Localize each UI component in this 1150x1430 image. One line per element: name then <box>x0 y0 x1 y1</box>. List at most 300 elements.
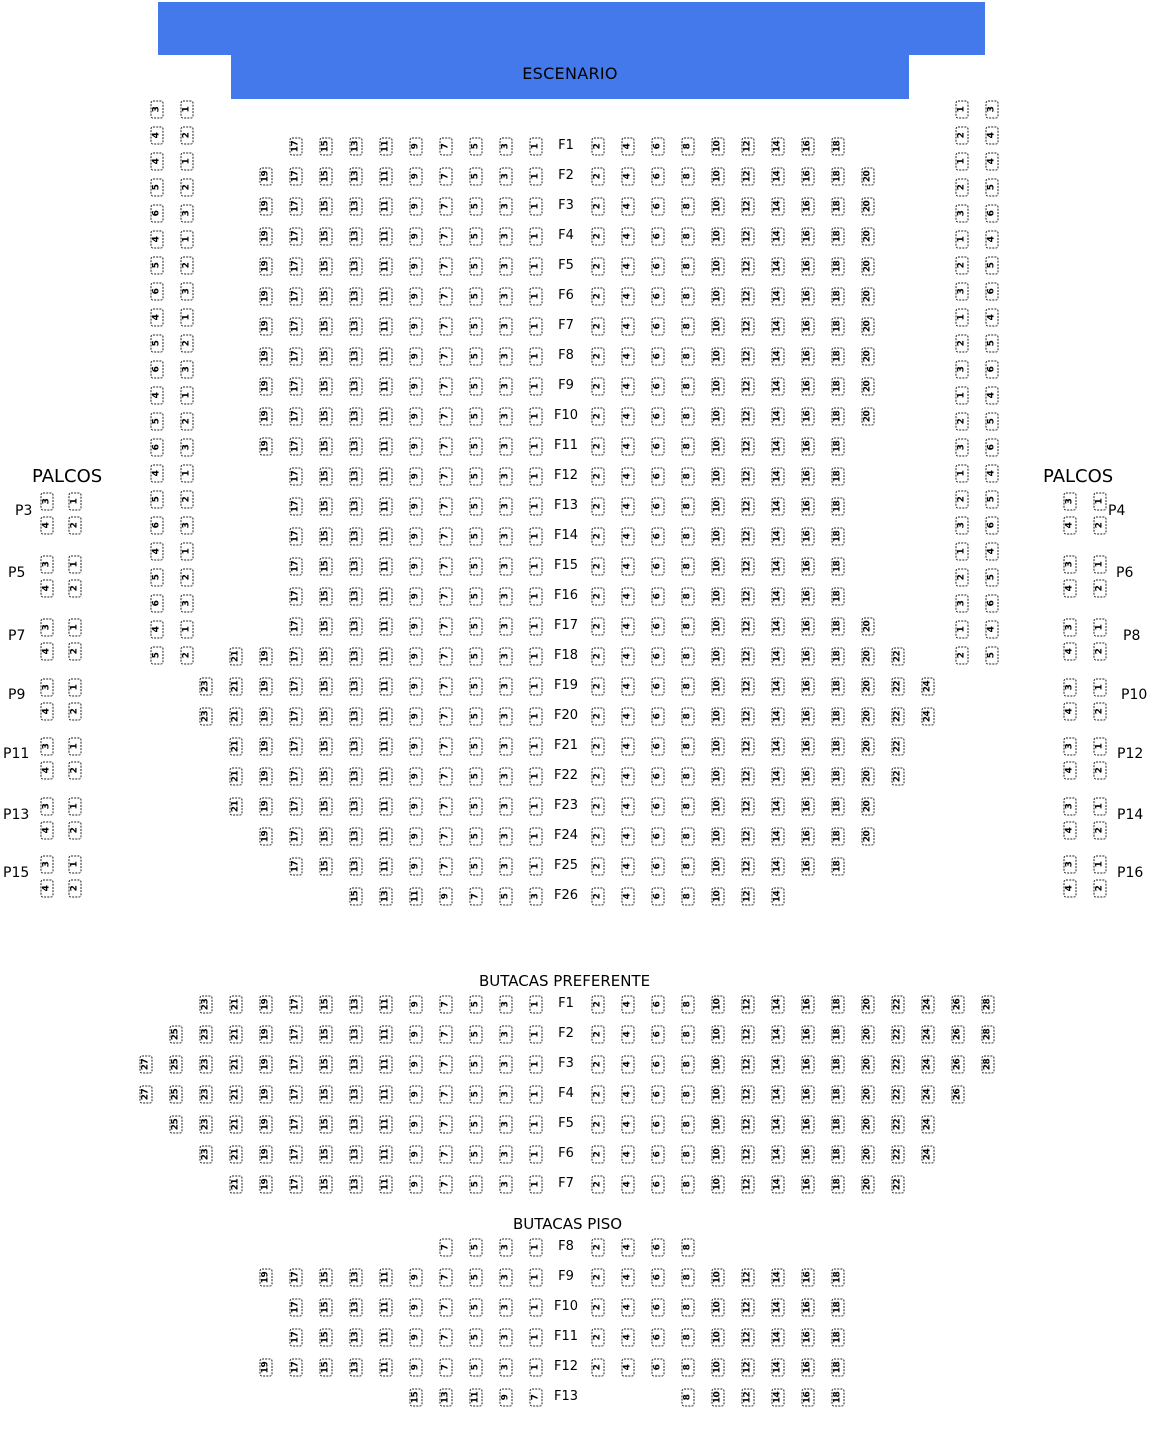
seat-top_rows-f4-11[interactable] <box>379 227 393 246</box>
seat-piso_rows-f10-1[interactable] <box>529 1298 543 1317</box>
seat-top_rows-f17-17[interactable] <box>289 617 303 636</box>
seat-pref_rows-f7-5[interactable] <box>469 1175 483 1194</box>
seat-top_rows-f9-8[interactable] <box>681 377 695 396</box>
seat-piso_rows-f12-1[interactable] <box>529 1358 543 1377</box>
seat-top_rows-f6-18[interactable] <box>831 287 845 306</box>
seat-top_rows-f20-18[interactable] <box>831 707 845 726</box>
seat-pref_rows-f6-14[interactable] <box>771 1145 785 1164</box>
seat-top_rows-f19-15[interactable] <box>319 677 333 696</box>
seat-pref_rows-f6-3[interactable] <box>499 1145 513 1164</box>
seat-top_rows-f22-19[interactable] <box>259 767 273 786</box>
seat-piso_rows-f8-1[interactable] <box>529 1238 543 1257</box>
seat-gallery-left-16[interactable] <box>150 308 164 327</box>
seat-box-right-0-0[interactable] <box>1063 492 1077 511</box>
seat-top_rows-f3-15[interactable] <box>319 197 333 216</box>
seat-piso_rows-f9-6[interactable] <box>651 1268 665 1287</box>
seat-pref_rows-f5-20[interactable] <box>861 1115 875 1134</box>
seat-top_rows-f16-16[interactable] <box>801 587 815 606</box>
seat-piso_rows-f9-16[interactable] <box>801 1268 815 1287</box>
seat-top_rows-f25-8[interactable] <box>681 857 695 876</box>
seat-gallery-right-23[interactable] <box>985 386 999 405</box>
seat-gallery-right-37[interactable] <box>985 568 999 587</box>
seat-top_rows-f7-1[interactable] <box>529 317 543 336</box>
seat-top_rows-f1-10[interactable] <box>711 137 725 156</box>
seat-top_rows-f16-10[interactable] <box>711 587 725 606</box>
seat-top_rows-f1-6[interactable] <box>651 137 665 156</box>
seat-top_rows-f11-11[interactable] <box>379 437 393 456</box>
seat-top_rows-f25-7[interactable] <box>439 857 453 876</box>
seat-top_rows-f1-16[interactable] <box>801 137 815 156</box>
seat-pref_rows-f4-5[interactable] <box>469 1085 483 1104</box>
seat-top_rows-f11-4[interactable] <box>621 437 635 456</box>
seat-pref_rows-f5-13[interactable] <box>349 1115 363 1134</box>
seat-top_rows-f6-8[interactable] <box>681 287 695 306</box>
seat-top_rows-f17-1[interactable] <box>529 617 543 636</box>
seat-top_rows-f23-12[interactable] <box>741 797 755 816</box>
seat-top_rows-f2-11[interactable] <box>379 167 393 186</box>
seat-box-right-6-2[interactable] <box>1063 879 1077 898</box>
seat-top_rows-f6-5[interactable] <box>469 287 483 306</box>
seat-box-left-1-2[interactable] <box>40 579 54 598</box>
seat-top_rows-f9-2[interactable] <box>591 377 605 396</box>
seat-gallery-right-0[interactable] <box>955 100 969 119</box>
seat-gallery-right-27[interactable] <box>985 438 999 457</box>
seat-top_rows-f6-13[interactable] <box>349 287 363 306</box>
seat-piso_rows-f11-8[interactable] <box>681 1328 695 1347</box>
seat-gallery-left-12[interactable] <box>150 256 164 275</box>
seat-pref_rows-f3-26[interactable] <box>951 1055 965 1074</box>
seat-top_rows-f16-5[interactable] <box>469 587 483 606</box>
seat-pref_rows-f1-6[interactable] <box>651 995 665 1014</box>
seat-piso_rows-f10-17[interactable] <box>289 1298 303 1317</box>
seat-top_rows-f7-7[interactable] <box>439 317 453 336</box>
seat-pref_rows-f3-21[interactable] <box>229 1055 243 1074</box>
seat-top_rows-f1-13[interactable] <box>349 137 363 156</box>
seat-box-right-3-1[interactable] <box>1093 678 1107 697</box>
seat-pref_rows-f7-21[interactable] <box>229 1175 243 1194</box>
seat-top_rows-f1-8[interactable] <box>681 137 695 156</box>
seat-pref_rows-f5-6[interactable] <box>651 1115 665 1134</box>
seat-piso_rows-f11-11[interactable] <box>379 1328 393 1347</box>
seat-piso_rows-f12-11[interactable] <box>379 1358 393 1377</box>
seat-top_rows-f18-7[interactable] <box>439 647 453 666</box>
seat-top_rows-f3-9[interactable] <box>409 197 423 216</box>
seat-top_rows-f8-19[interactable] <box>259 347 273 366</box>
seat-top_rows-f5-10[interactable] <box>711 257 725 276</box>
seat-top_rows-f17-4[interactable] <box>621 617 635 636</box>
seat-gallery-left-38[interactable] <box>150 594 164 613</box>
seat-top_rows-f13-16[interactable] <box>801 497 815 516</box>
seat-top_rows-f25-14[interactable] <box>771 857 785 876</box>
seat-top_rows-f10-20[interactable] <box>861 407 875 426</box>
seat-top_rows-f2-18[interactable] <box>831 167 845 186</box>
seat-top_rows-f9-4[interactable] <box>621 377 635 396</box>
seat-top_rows-f10-6[interactable] <box>651 407 665 426</box>
seat-top_rows-f23-16[interactable] <box>801 797 815 816</box>
seat-top_rows-f15-4[interactable] <box>621 557 635 576</box>
seat-piso_rows-f9-2[interactable] <box>591 1268 605 1287</box>
seat-box-left-6-3[interactable] <box>68 879 82 898</box>
seat-top_rows-f15-1[interactable] <box>529 557 543 576</box>
seat-piso_rows-f10-13[interactable] <box>349 1298 363 1317</box>
seat-top_rows-f26-6[interactable] <box>651 887 665 906</box>
seat-top_rows-f5-7[interactable] <box>439 257 453 276</box>
seat-top_rows-f21-14[interactable] <box>771 737 785 756</box>
seat-top_rows-f5-14[interactable] <box>771 257 785 276</box>
seat-pref_rows-f3-20[interactable] <box>861 1055 875 1074</box>
seat-top_rows-f11-16[interactable] <box>801 437 815 456</box>
seat-piso_rows-f10-16[interactable] <box>801 1298 815 1317</box>
seat-top_rows-f12-2[interactable] <box>591 467 605 486</box>
seat-gallery-left-18[interactable] <box>150 334 164 353</box>
seat-pref_rows-f6-11[interactable] <box>379 1145 393 1164</box>
seat-top_rows-f7-8[interactable] <box>681 317 695 336</box>
seat-box-left-2-1[interactable] <box>68 618 82 637</box>
seat-piso_rows-f13-12[interactable] <box>741 1388 755 1407</box>
seat-top_rows-f22-9[interactable] <box>409 767 423 786</box>
seat-gallery-right-34[interactable] <box>955 542 969 561</box>
seat-gallery-left-41[interactable] <box>180 620 194 639</box>
seat-gallery-right-25[interactable] <box>985 412 999 431</box>
seat-top_rows-f16-12[interactable] <box>741 587 755 606</box>
seat-top_rows-f10-10[interactable] <box>711 407 725 426</box>
seat-top_rows-f10-14[interactable] <box>771 407 785 426</box>
seat-top_rows-f26-12[interactable] <box>741 887 755 906</box>
seat-pref_rows-f5-16[interactable] <box>801 1115 815 1134</box>
seat-pref_rows-f7-8[interactable] <box>681 1175 695 1194</box>
seat-top_rows-f18-19[interactable] <box>259 647 273 666</box>
seat-top_rows-f12-16[interactable] <box>801 467 815 486</box>
seat-pref_rows-f5-22[interactable] <box>891 1115 905 1134</box>
seat-top_rows-f25-11[interactable] <box>379 857 393 876</box>
seat-top_rows-f21-13[interactable] <box>349 737 363 756</box>
seat-gallery-left-2[interactable] <box>150 126 164 145</box>
seat-top_rows-f4-18[interactable] <box>831 227 845 246</box>
seat-top_rows-f3-7[interactable] <box>439 197 453 216</box>
seat-top_rows-f14-8[interactable] <box>681 527 695 546</box>
seat-top_rows-f24-9[interactable] <box>409 827 423 846</box>
seat-pref_rows-f6-4[interactable] <box>621 1145 635 1164</box>
seat-gallery-right-10[interactable] <box>955 230 969 249</box>
seat-gallery-left-13[interactable] <box>180 256 194 275</box>
seat-gallery-right-19[interactable] <box>985 334 999 353</box>
seat-top_rows-f8-1[interactable] <box>529 347 543 366</box>
seat-piso_rows-f10-12[interactable] <box>741 1298 755 1317</box>
seat-top_rows-f3-11[interactable] <box>379 197 393 216</box>
seat-gallery-right-38[interactable] <box>955 594 969 613</box>
seat-pref_rows-f7-9[interactable] <box>409 1175 423 1194</box>
seat-gallery-left-3[interactable] <box>180 126 194 145</box>
seat-top_rows-f1-11[interactable] <box>379 137 393 156</box>
seat-box-left-2-3[interactable] <box>68 642 82 661</box>
seat-top_rows-f25-4[interactable] <box>621 857 635 876</box>
seat-top_rows-f22-2[interactable] <box>591 767 605 786</box>
seat-top_rows-f4-19[interactable] <box>259 227 273 246</box>
seat-top_rows-f21-15[interactable] <box>319 737 333 756</box>
seat-top_rows-f26-14[interactable] <box>771 887 785 906</box>
seat-gallery-left-30[interactable] <box>150 490 164 509</box>
seat-box-left-5-1[interactable] <box>68 797 82 816</box>
seat-pref_rows-f4-8[interactable] <box>681 1085 695 1104</box>
seat-pref_rows-f6-1[interactable] <box>529 1145 543 1164</box>
seat-top_rows-f3-20[interactable] <box>861 197 875 216</box>
seat-pref_rows-f3-16[interactable] <box>801 1055 815 1074</box>
seat-pref_rows-f7-14[interactable] <box>771 1175 785 1194</box>
seat-gallery-right-11[interactable] <box>985 230 999 249</box>
seat-top_rows-f1-18[interactable] <box>831 137 845 156</box>
seat-top_rows-f4-9[interactable] <box>409 227 423 246</box>
seat-pref_rows-f1-23[interactable] <box>199 995 213 1014</box>
seat-piso_rows-f10-4[interactable] <box>621 1298 635 1317</box>
seat-top_rows-f11-13[interactable] <box>349 437 363 456</box>
seat-top_rows-f24-2[interactable] <box>591 827 605 846</box>
seat-top_rows-f12-17[interactable] <box>289 467 303 486</box>
seat-top_rows-f19-10[interactable] <box>711 677 725 696</box>
seat-top_rows-f8-20[interactable] <box>861 347 875 366</box>
seat-top_rows-f3-10[interactable] <box>711 197 725 216</box>
seat-gallery-right-35[interactable] <box>985 542 999 561</box>
seat-top_rows-f21-9[interactable] <box>409 737 423 756</box>
seat-top_rows-f9-3[interactable] <box>499 377 513 396</box>
seat-gallery-left-14[interactable] <box>150 282 164 301</box>
seat-top_rows-f25-1[interactable] <box>529 857 543 876</box>
seat-top_rows-f15-2[interactable] <box>591 557 605 576</box>
seat-top_rows-f3-6[interactable] <box>651 197 665 216</box>
seat-pref_rows-f4-22[interactable] <box>891 1085 905 1104</box>
seat-top_rows-f3-13[interactable] <box>349 197 363 216</box>
seat-top_rows-f5-11[interactable] <box>379 257 393 276</box>
seat-top_rows-f22-3[interactable] <box>499 767 513 786</box>
seat-piso_rows-f8-2[interactable] <box>591 1238 605 1257</box>
seat-top_rows-f19-4[interactable] <box>621 677 635 696</box>
seat-pref_rows-f6-20[interactable] <box>861 1145 875 1164</box>
seat-top_rows-f10-4[interactable] <box>621 407 635 426</box>
seat-top_rows-f22-17[interactable] <box>289 767 303 786</box>
seat-gallery-left-36[interactable] <box>150 568 164 587</box>
seat-top_rows-f12-9[interactable] <box>409 467 423 486</box>
seat-pref_rows-f1-21[interactable] <box>229 995 243 1014</box>
seat-top_rows-f19-24[interactable] <box>921 677 935 696</box>
seat-top_rows-f9-19[interactable] <box>259 377 273 396</box>
seat-top_rows-f23-4[interactable] <box>621 797 635 816</box>
seat-top_rows-f8-8[interactable] <box>681 347 695 366</box>
seat-pref_rows-f2-1[interactable] <box>529 1025 543 1044</box>
seat-top_rows-f10-7[interactable] <box>439 407 453 426</box>
seat-top_rows-f18-9[interactable] <box>409 647 423 666</box>
seat-top_rows-f24-12[interactable] <box>741 827 755 846</box>
seat-gallery-left-39[interactable] <box>180 594 194 613</box>
seat-gallery-right-15[interactable] <box>985 282 999 301</box>
seat-top_rows-f16-8[interactable] <box>681 587 695 606</box>
seat-piso_rows-f13-13[interactable] <box>439 1388 453 1407</box>
seat-pref_rows-f6-15[interactable] <box>319 1145 333 1164</box>
seat-top_rows-f7-3[interactable] <box>499 317 513 336</box>
seat-top_rows-f18-4[interactable] <box>621 647 635 666</box>
seat-top_rows-f24-10[interactable] <box>711 827 725 846</box>
seat-pref_rows-f2-19[interactable] <box>259 1025 273 1044</box>
seat-pref_rows-f6-19[interactable] <box>259 1145 273 1164</box>
seat-pref_rows-f5-4[interactable] <box>621 1115 635 1134</box>
seat-top_rows-f3-1[interactable] <box>529 197 543 216</box>
seat-top_rows-f24-13[interactable] <box>349 827 363 846</box>
seat-top_rows-f6-7[interactable] <box>439 287 453 306</box>
seat-top_rows-f25-6[interactable] <box>651 857 665 876</box>
seat-piso_rows-f9-19[interactable] <box>259 1268 273 1287</box>
seat-top_rows-f20-14[interactable] <box>771 707 785 726</box>
seat-top_rows-f20-3[interactable] <box>499 707 513 726</box>
seat-piso_rows-f12-10[interactable] <box>711 1358 725 1377</box>
seat-pref_rows-f5-2[interactable] <box>591 1115 605 1134</box>
seat-pref_rows-f3-22[interactable] <box>891 1055 905 1074</box>
seat-top_rows-f7-12[interactable] <box>741 317 755 336</box>
seat-top_rows-f4-1[interactable] <box>529 227 543 246</box>
seat-gallery-right-2[interactable] <box>955 126 969 145</box>
seat-top_rows-f9-20[interactable] <box>861 377 875 396</box>
seat-top_rows-f15-10[interactable] <box>711 557 725 576</box>
seat-gallery-right-7[interactable] <box>985 178 999 197</box>
seat-piso_rows-f9-17[interactable] <box>289 1268 303 1287</box>
seat-top_rows-f2-4[interactable] <box>621 167 635 186</box>
seat-top_rows-f23-15[interactable] <box>319 797 333 816</box>
seat-box-left-0-1[interactable] <box>68 492 82 511</box>
seat-top_rows-f24-5[interactable] <box>469 827 483 846</box>
seat-gallery-right-5[interactable] <box>985 152 999 171</box>
seat-pref_rows-f6-16[interactable] <box>801 1145 815 1164</box>
seat-top_rows-f22-8[interactable] <box>681 767 695 786</box>
seat-top_rows-f24-3[interactable] <box>499 827 513 846</box>
seat-pref_rows-f7-20[interactable] <box>861 1175 875 1194</box>
seat-piso_rows-f11-3[interactable] <box>499 1328 513 1347</box>
seat-pref_rows-f4-24[interactable] <box>921 1085 935 1104</box>
seat-piso_rows-f13-15[interactable] <box>409 1388 423 1407</box>
seat-top_rows-f23-10[interactable] <box>711 797 725 816</box>
seat-piso_rows-f9-5[interactable] <box>469 1268 483 1287</box>
seat-gallery-right-32[interactable] <box>955 516 969 535</box>
seat-top_rows-f2-3[interactable] <box>499 167 513 186</box>
seat-piso_rows-f12-9[interactable] <box>409 1358 423 1377</box>
seat-gallery-left-10[interactable] <box>150 230 164 249</box>
seat-top_rows-f9-7[interactable] <box>439 377 453 396</box>
seat-top_rows-f19-23[interactable] <box>199 677 213 696</box>
seat-top_rows-f4-10[interactable] <box>711 227 725 246</box>
seat-pref_rows-f6-8[interactable] <box>681 1145 695 1164</box>
seat-pref_rows-f2-14[interactable] <box>771 1025 785 1044</box>
seat-top_rows-f17-5[interactable] <box>469 617 483 636</box>
seat-piso_rows-f12-4[interactable] <box>621 1358 635 1377</box>
seat-top_rows-f5-6[interactable] <box>651 257 665 276</box>
seat-pref_rows-f1-13[interactable] <box>349 995 363 1014</box>
seat-top_rows-f23-18[interactable] <box>831 797 845 816</box>
seat-piso_rows-f9-18[interactable] <box>831 1268 845 1287</box>
seat-top_rows-f18-18[interactable] <box>831 647 845 666</box>
seat-top_rows-f15-14[interactable] <box>771 557 785 576</box>
seat-pref_rows-f1-10[interactable] <box>711 995 725 1014</box>
seat-box-left-1-1[interactable] <box>68 555 82 574</box>
seat-pref_rows-f1-3[interactable] <box>499 995 513 1014</box>
seat-top_rows-f22-20[interactable] <box>861 767 875 786</box>
seat-pref_rows-f5-21[interactable] <box>229 1115 243 1134</box>
seat-pref_rows-f1-19[interactable] <box>259 995 273 1014</box>
seat-top_rows-f10-19[interactable] <box>259 407 273 426</box>
seat-top_rows-f10-5[interactable] <box>469 407 483 426</box>
seat-piso_rows-f9-1[interactable] <box>529 1268 543 1287</box>
seat-gallery-right-22[interactable] <box>955 386 969 405</box>
seat-top_rows-f23-13[interactable] <box>349 797 363 816</box>
seat-pref_rows-f7-11[interactable] <box>379 1175 393 1194</box>
seat-top_rows-f16-13[interactable] <box>349 587 363 606</box>
seat-top_rows-f3-5[interactable] <box>469 197 483 216</box>
seat-gallery-right-12[interactable] <box>955 256 969 275</box>
seat-top_rows-f2-5[interactable] <box>469 167 483 186</box>
seat-top_rows-f16-18[interactable] <box>831 587 845 606</box>
seat-piso_rows-f9-7[interactable] <box>439 1268 453 1287</box>
seat-top_rows-f19-17[interactable] <box>289 677 303 696</box>
seat-pref_rows-f3-1[interactable] <box>529 1055 543 1074</box>
seat-pref_rows-f7-13[interactable] <box>349 1175 363 1194</box>
seat-top_rows-f14-3[interactable] <box>499 527 513 546</box>
seat-pref_rows-f1-28[interactable] <box>981 995 995 1014</box>
seat-top_rows-f19-11[interactable] <box>379 677 393 696</box>
seat-pref_rows-f6-23[interactable] <box>199 1145 213 1164</box>
seat-top_rows-f18-1[interactable] <box>529 647 543 666</box>
seat-pref_rows-f1-18[interactable] <box>831 995 845 1014</box>
seat-box-right-0-2[interactable] <box>1063 516 1077 535</box>
seat-pref_rows-f1-17[interactable] <box>289 995 303 1014</box>
seat-pref_rows-f3-11[interactable] <box>379 1055 393 1074</box>
seat-top_rows-f8-12[interactable] <box>741 347 755 366</box>
seat-top_rows-f5-20[interactable] <box>861 257 875 276</box>
seat-top_rows-f19-18[interactable] <box>831 677 845 696</box>
seat-top_rows-f21-18[interactable] <box>831 737 845 756</box>
seat-top_rows-f19-21[interactable] <box>229 677 243 696</box>
seat-top_rows-f9-16[interactable] <box>801 377 815 396</box>
seat-top_rows-f11-19[interactable] <box>259 437 273 456</box>
seat-top_rows-f1-4[interactable] <box>621 137 635 156</box>
seat-piso_rows-f8-5[interactable] <box>469 1238 483 1257</box>
seat-top_rows-f12-7[interactable] <box>439 467 453 486</box>
seat-pref_rows-f3-14[interactable] <box>771 1055 785 1074</box>
seat-top_rows-f11-17[interactable] <box>289 437 303 456</box>
seat-pref_rows-f2-24[interactable] <box>921 1025 935 1044</box>
seat-top_rows-f20-13[interactable] <box>349 707 363 726</box>
seat-top_rows-f1-17[interactable] <box>289 137 303 156</box>
seat-top_rows-f17-13[interactable] <box>349 617 363 636</box>
seat-top_rows-f2-14[interactable] <box>771 167 785 186</box>
seat-top_rows-f15-16[interactable] <box>801 557 815 576</box>
seat-box-right-4-1[interactable] <box>1093 737 1107 756</box>
seat-top_rows-f11-7[interactable] <box>439 437 453 456</box>
seat-pref_rows-f3-2[interactable] <box>591 1055 605 1074</box>
seat-top_rows-f4-12[interactable] <box>741 227 755 246</box>
seat-top_rows-f4-3[interactable] <box>499 227 513 246</box>
seat-top_rows-f19-22[interactable] <box>891 677 905 696</box>
seat-top_rows-f26-3[interactable] <box>529 887 543 906</box>
seat-top_rows-f12-8[interactable] <box>681 467 695 486</box>
seat-top_rows-f13-15[interactable] <box>319 497 333 516</box>
seat-piso_rows-f10-7[interactable] <box>439 1298 453 1317</box>
seat-top_rows-f20-22[interactable] <box>891 707 905 726</box>
seat-top_rows-f1-3[interactable] <box>499 137 513 156</box>
seat-top_rows-f21-11[interactable] <box>379 737 393 756</box>
seat-piso_rows-f8-8[interactable] <box>681 1238 695 1257</box>
seat-top_rows-f7-17[interactable] <box>289 317 303 336</box>
seat-top_rows-f19-9[interactable] <box>409 677 423 696</box>
seat-piso_rows-f11-14[interactable] <box>771 1328 785 1347</box>
seat-top_rows-f25-16[interactable] <box>801 857 815 876</box>
seat-top_rows-f25-12[interactable] <box>741 857 755 876</box>
seat-top_rows-f7-11[interactable] <box>379 317 393 336</box>
seat-top_rows-f21-6[interactable] <box>651 737 665 756</box>
